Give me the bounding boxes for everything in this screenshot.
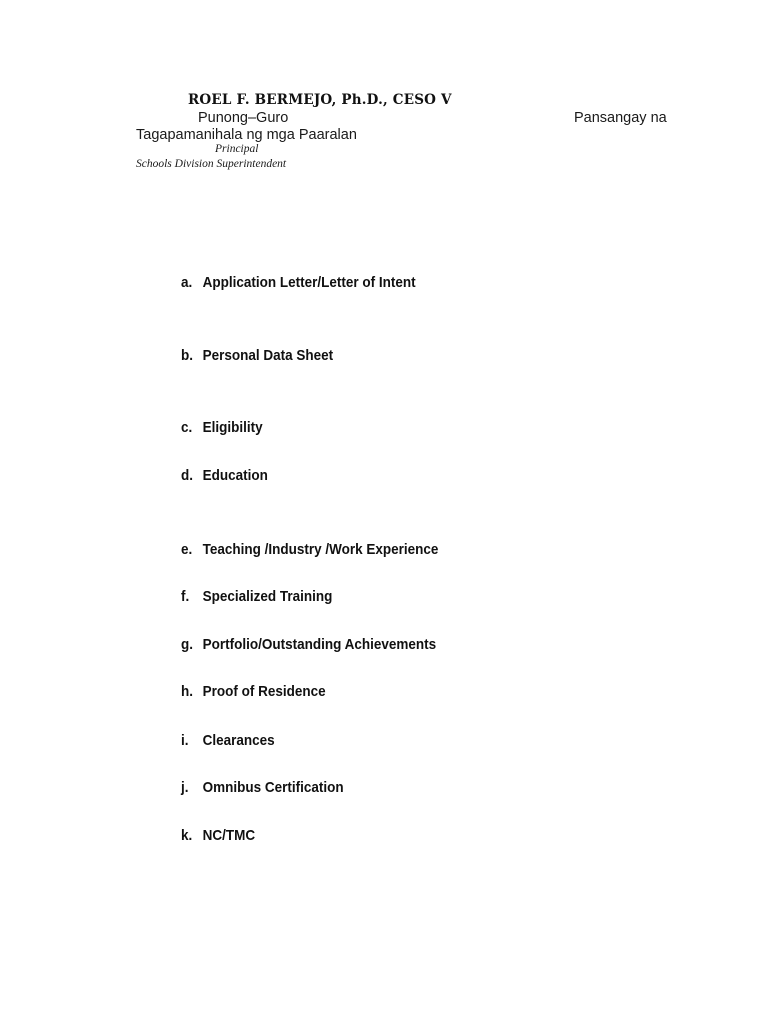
- signatory-title-english-left: Principal: [215, 143, 259, 155]
- list-item-text: Education: [202, 467, 268, 484]
- list-item: [181, 419, 263, 436]
- list-item-letter: b.: [181, 347, 194, 364]
- list-item-text: Proof of Residence: [202, 683, 326, 700]
- list-item: [181, 827, 255, 844]
- signatory-title-english-right: Schools Division Superintendent: [136, 158, 287, 170]
- list-item-letter: i.: [181, 732, 189, 749]
- signatory-title-filipino-right: Pansangay na: [574, 110, 667, 126]
- list-item-letter: j.: [181, 779, 189, 796]
- list-item-text: Clearances: [202, 732, 275, 749]
- list-item: [181, 588, 332, 605]
- list-item: [181, 779, 344, 796]
- list-item-letter: f.: [181, 588, 190, 605]
- list-item: [181, 274, 416, 291]
- list-item: [181, 467, 268, 484]
- list-item: [181, 636, 436, 653]
- list-item-letter: g.: [181, 636, 194, 653]
- list-item: [181, 347, 333, 364]
- list-item: [181, 541, 438, 558]
- list-item-letter: e.: [181, 541, 193, 558]
- list-item-letter: a.: [181, 274, 193, 291]
- signatory-name: ROEL F. BERMEJO, Ph.D., CESO V: [188, 92, 452, 108]
- list-item-text: Application Letter/Letter of Intent: [202, 274, 416, 291]
- list-item-letter: k.: [181, 827, 193, 844]
- list-item: [181, 683, 326, 700]
- list-item-text: Specialized Training: [202, 588, 333, 605]
- signatory-title-filipino-continued: Tagapamanihala ng mga Paaralan: [136, 127, 357, 143]
- list-item-text: Portfolio/Outstanding Achievements: [202, 636, 437, 653]
- list-item-text: NC/TMC: [202, 827, 256, 844]
- list-item-text: Eligibility: [202, 419, 263, 436]
- list-item-text: Omnibus Certification: [202, 779, 344, 796]
- list-item: [181, 732, 275, 749]
- list-item-text: Teaching /Industry /Work Experience: [202, 541, 439, 558]
- list-item-letter: h.: [181, 683, 194, 700]
- list-item-text: Personal Data Sheet: [202, 347, 334, 364]
- list-item-letter: c.: [181, 419, 193, 436]
- list-item-letter: d.: [181, 467, 194, 484]
- signatory-title-filipino-left: Punong–Guro: [198, 110, 289, 126]
